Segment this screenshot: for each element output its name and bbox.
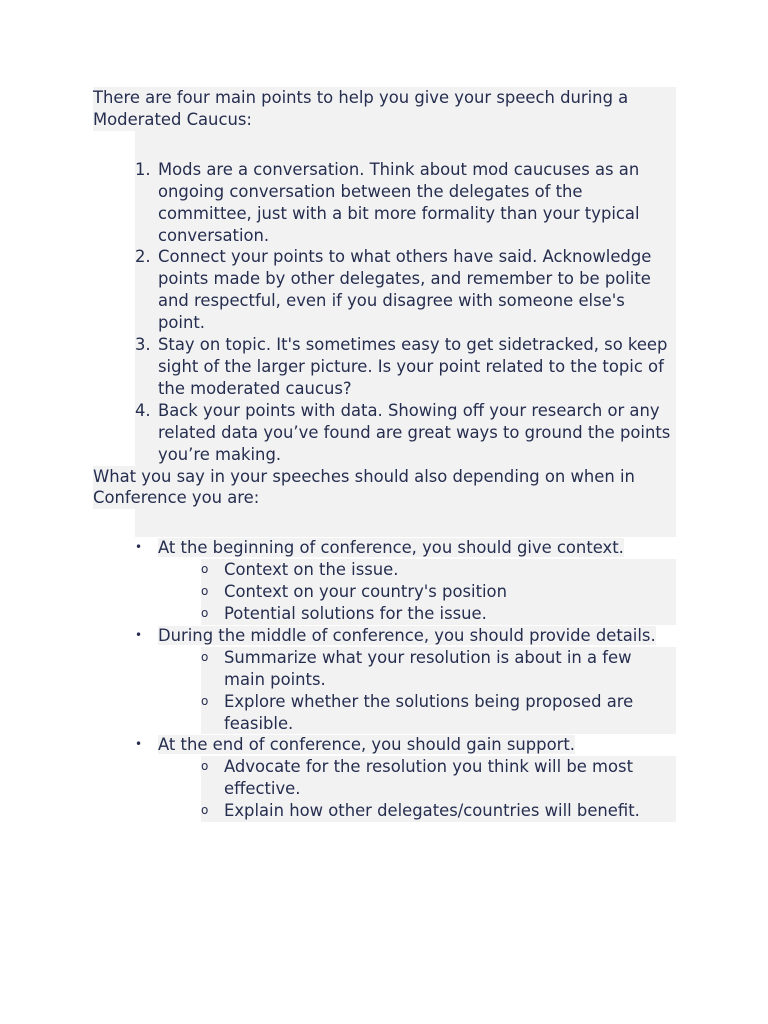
list-item-text: Back your points with data. Showing off your research or any related data you’ve found are great ways to ground the points you’re making. (158, 400, 671, 464)
list-item (135, 537, 676, 559)
sub-list-item (201, 603, 676, 625)
list-item (135, 334, 676, 400)
list-number: 1. (135, 159, 151, 179)
sub-bullet-icon: o (201, 606, 209, 621)
list-item (135, 400, 676, 466)
list-item-text: During the middle of conference, you should provide details. (158, 625, 656, 645)
list-item-text: Mods are a conversation. Think about mod caucuses as an ongoing conversation between the delegates of the committee, just with a bit more formality than your typical conversation. (158, 159, 640, 245)
list-item-text: Connect your points to what others have said. Acknowledge points made by other delegates, and remember to be polite and respectful, even if you disagree with someone else's point. (158, 247, 652, 333)
list-item (135, 625, 676, 647)
spacer (135, 131, 676, 159)
sub-bullet-icon: o (201, 649, 209, 664)
sub-list-item-text: Summarize what your resolution is about in a few main points. (224, 647, 632, 689)
sub-list-item-text: Advocate for the resolution you think will be most effective. (224, 757, 633, 799)
sub-list-item-text: Context on the issue. (224, 560, 399, 580)
intro-paragraph: There are four main points to help you give your speech during a Moderated Caucus: (93, 87, 676, 131)
list-item-text: At the end of conference, you should gain support. (158, 735, 575, 755)
sub-bullet-icon: o (201, 759, 209, 774)
spacer (135, 509, 676, 537)
list-item (135, 159, 676, 247)
bullet-icon: • (135, 627, 143, 642)
document-page (93, 87, 676, 822)
sub-list-item (201, 647, 676, 691)
sub-list-item (201, 800, 676, 822)
sub-list-item-text: Context on your country's position (224, 582, 507, 602)
section2-intro-paragraph: What you say in your speeches should also depending on when in Conference you are: (93, 466, 676, 510)
sub-list-item-text: Explore whether the solutions being proposed are feasible. (224, 691, 634, 733)
bullet-icon: • (135, 540, 143, 555)
list-item-text: At the beginning of conference, you should give context. (158, 538, 624, 558)
sub-list-item (201, 559, 676, 581)
bullet-icon: • (135, 737, 143, 752)
list-item (135, 734, 676, 756)
sub-bullet-icon: o (201, 584, 209, 599)
sub-bullet-icon: o (201, 693, 209, 708)
sub-list-item (201, 581, 676, 603)
sub-list-item-text: Explain how other delegates/countries will benefit. (224, 801, 640, 821)
speech-points-list (93, 159, 676, 466)
list-item (135, 246, 676, 334)
list-number: 4. (135, 400, 151, 420)
sub-list-item (201, 691, 676, 735)
list-number: 2. (135, 247, 151, 267)
sub-list-item (201, 756, 676, 800)
conference-phases-list (93, 537, 676, 822)
sub-bullet-icon: o (201, 803, 209, 818)
sub-bullet-icon: o (201, 562, 209, 577)
sub-list-item-text: Potential solutions for the issue. (224, 604, 487, 624)
list-number: 3. (135, 335, 151, 355)
list-item-text: Stay on topic. It's sometimes easy to get sidetracked, so keep sight of the larger picture. Is your point related to the topic of the moderated caucus? (158, 335, 668, 398)
